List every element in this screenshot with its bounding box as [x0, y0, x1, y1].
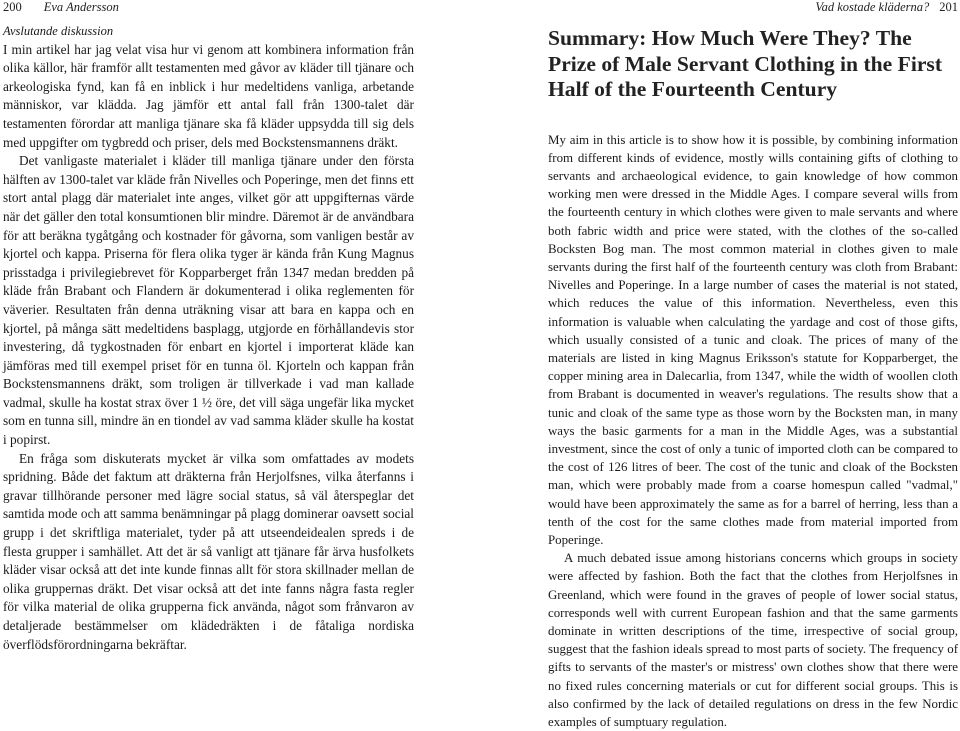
right-running-head-title: Vad kostade kläderna?: [815, 0, 929, 14]
right-running-head: [548, 0, 958, 14]
left-paragraph: En fråga som diskuterats mycket är vilka som omfattades av modets spridning. Både det faktum att dräkterna från Herjolfsnes, vilka återfanns i gravar tillhörande personer med lägre social status, så väl återspeglar det samtida mode och att samma benämningar på plagg dominerar oavsett social grupp i det skriftliga materialet, tyder på att utseendeidealen spreds i de flesta grupper i samhället. Att det är så vanligt att tjänare får ärva husfolkets kläder visar också att det inte kunde finnas allt för stora skillnader mellan de olika gruppernas dräkt. Det visar också att det inte fanns några fasta regler för vilka material de olika grupperna fick använda, något som frånvaron av detaljerade bestämmelser om klädedräkten i de fåtaliga nordiska överflödsförordningarna bekräftar.: [3, 450, 414, 655]
left-paragraph: I min artikel har jag velat visa hur vi genom att kombinera information från olika källor, här framför allt testamenten med gåvor av kläder till tjänare och arkeologiska fynd, kan få en inblick i hur medeltidens vanliga, arbetande människor, var klädda. Jag jämför ett antal fall från 1300-talet där testamenten förordar att manliga tjänare ska få kläder uppsydda till sig dels med uppgifter om tygbredd och priser, dels med Bockstensmannens dräkt.: [3, 41, 414, 153]
left-running-head: [3, 0, 414, 14]
right-paragraph: My aim in this article is to show how it is possible, by combining information from different kinds of evidence, mostly wills containing gifts of clothing to servants and archaeological evidence, to gain knowledge of how common working men were dressed in the Middle Ages. I compare several wills from the fourteenth century in which clothes were given to male servants and where both fabric width and price were stated, with the clothes of the so-called Bocksten Bog man. The most common material in clothes given to male servants during the first half of the fourteenth century was cloth from Brabant: Nivelles and Poperinge. In a large number of cases the material is not stated, which reduces the value of this information. Nevertheless, even this information is valuable when calculating the yardage and cost of those gifts, which usually consisted of a tunic and cloak. The prices of many of the materials are listed in king Magnus Eriksson's statute for Kopparberget, the copper mining area in Dalecarlia, from 1347, while the width of woollen cloth from Brabant is documented in weaver's regulations. The results show that a tunic and cloak of the same type as those worn by the Bocksten man, in many ways the basic garments for a man in the Middle Ages, was a substantial investment, since the cost of only a tunic of imported cloth can be compared to the cost of 126 litres of beer. The cost of the tunic and cloak of the Bocksten man, which were probably made from a coarse homespun called "vadmal," would have been approximately the same as for a barrel of herring, less than a tenth of the cost for the same clothes made from material imported from Poperinge.: [548, 131, 958, 550]
left-page-number: 200: [3, 0, 22, 14]
left-running-head-author: Eva Andersson: [44, 0, 119, 14]
left-paragraph: Det vanligaste materialet i kläder till manliga tjänare under den första hälften av 1300-talet var kläde från Nivelles och Poperinge, men det finns ett stort antal plagg där materialet inte anges, vilket gör att uppgifternas värde när det gäller den total konsumtionen blir mindre. Däremot är de användbara för att beräkna tygåtgång och kostnader för gåvorna, som vanligen består av kjortel och kappa. Priserna för flera olika tyger är kända från Kung Magnus prisstadga i privilegiebrevet för Kopparberget från 1347 medan bredden på kläde från Brabant och Flandern är dokumenterad i olika reglementen för väverier. Resultaten från denna uträkning visar att bara en kappa och en kjortel, på många sätt medeltidens basplagg, utgjorde en förhållandevis stor investering, då tygkostnaden för enbart en kjortel i importerat kläde kan jämföras med till exempel priset för en tunna öl. Kjorteln och kappan från Bockstensmannens dräkt, som troligen är tillverkade i vad man kallade vadmal, skulle ha kostat strax över 1 ½ öre, det vill säga ungefär lika mycket som en tunna sill, mindre än en tiondel av vad samma kläder skulle ha kostat i popirst.: [3, 152, 414, 450]
left-body-text: [3, 41, 414, 655]
right-body-text: [548, 131, 958, 731]
right-page-number: 201: [939, 0, 958, 14]
left-page: [0, 0, 414, 652]
section-heading: Avslutande diskussion: [3, 22, 414, 41]
right-paragraph: A much debated issue among historians concerns which groups in society were affected by fashion. Both the fact that the clothes from Herjolfsnes in Greenland, which were found in the graves of people of lower social status, corresponds well with current European fashion and that the same garments dominate in written descriptions of the time, irrespective of social group, suggest that the fashion ideals spread to most parts of society. The frequency of gifts to servants of the master's or mistress' own clothes show that there were no fixed rules concerning materials or cut for different social groups. This is also confirmed by the lack of detailed regulations on dress in the few Nordic examples of sumptuary regulation.: [548, 549, 958, 731]
right-page: [548, 0, 958, 652]
summary-title: Summary: How Much Were They? The Prize of Male Servant Clothing in the First Half of the Fourteenth Century: [548, 26, 958, 103]
